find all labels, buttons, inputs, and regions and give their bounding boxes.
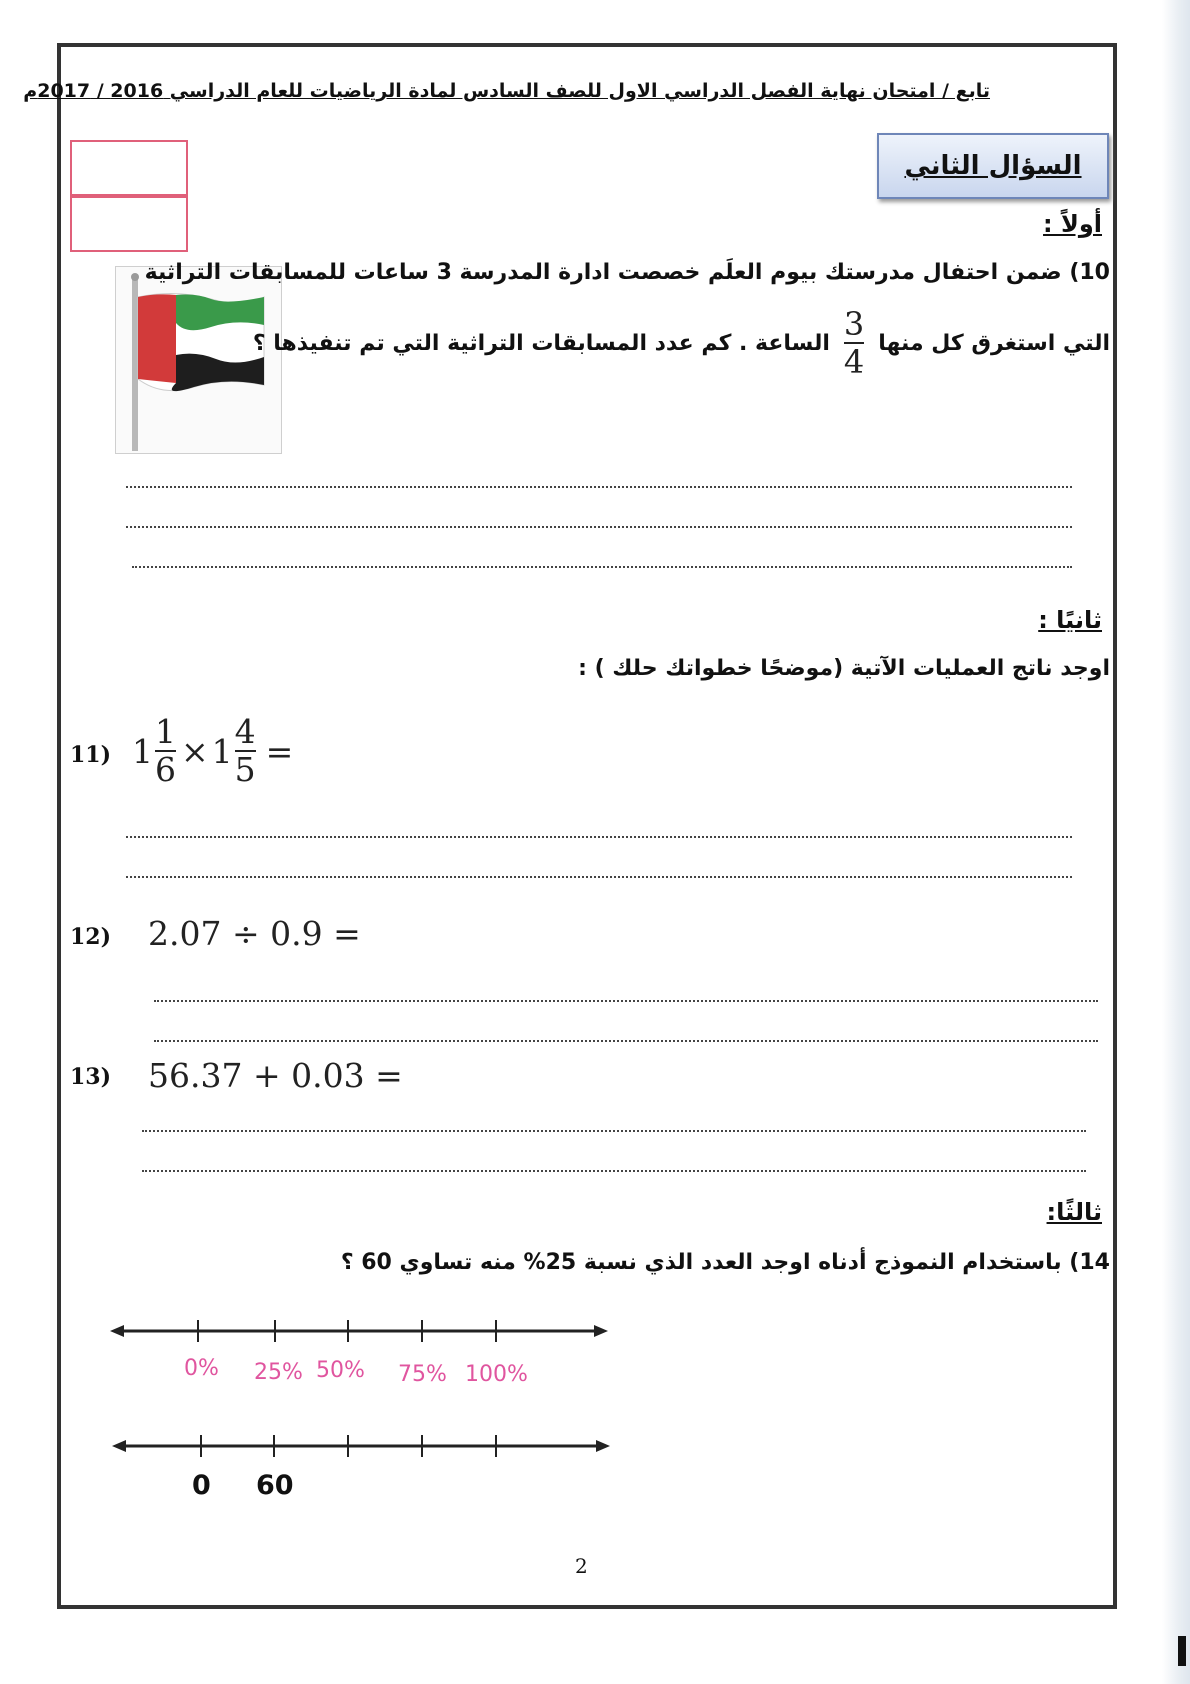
grade-box-bottom [70,194,188,252]
q12-number: 12) [70,924,112,950]
percent-label: 100% [465,1362,528,1387]
percent-label: 25% [254,1360,303,1385]
grade-box-top [70,140,188,198]
q11-expression [132,714,293,788]
percent-label: 50% [316,1358,365,1383]
q11-number: 11) [70,742,112,768]
answer-line-q10-1[interactable] [126,486,1072,488]
scan-edge [1162,0,1190,1684]
q11-den2: 5 [234,750,256,789]
answer-line-q12-2[interactable] [154,1040,1098,1042]
q12-expression: 2.07 ÷ 0.9 = [148,914,361,953]
q11-fraction2 [235,714,256,788]
page-number: 2 [575,1554,588,1578]
value-label: 60 [256,1470,294,1501]
answer-line-q10-2[interactable] [126,526,1072,528]
q11-times: × [181,731,209,771]
q11-whole1: 1 [132,731,153,771]
q13-number: 13) [70,1064,112,1090]
q10-frac-num: 3 [843,305,865,343]
exam-header: تابع / امتحان نهاية الفصل الدراسي الاول للصف السادس لمادة الرياضيات للعام الدراسي 2016 / 2017م [23,80,990,102]
q11-den1: 6 [155,750,176,789]
q11-fraction1 [155,714,176,788]
part2-instruction: اوجد ناتج العمليات الآتية (موضحًا خطواتك حلك ) : [578,656,1110,681]
answer-line-q13-2[interactable] [142,1170,1086,1172]
q11-num1: 1 [155,712,176,751]
left-arrow-icon [110,1325,124,1337]
corner-mark [1178,1636,1186,1666]
answer-line-q11-2[interactable] [126,876,1072,878]
q10-fraction [844,306,864,380]
value-number-line [112,1432,612,1472]
question-title: السؤال الثاني [877,133,1109,199]
q10-line2-suffix: الساعة . كم عدد المسابقات التراثية التي تم تنفيذها ؟ [252,330,830,356]
left-arrow-icon [112,1440,126,1452]
section-third-label: ثالثًا: [1046,1198,1102,1226]
percent-label: 0% [184,1356,219,1381]
answer-line-q11-1[interactable] [126,836,1072,838]
q11-num2: 4 [234,712,256,751]
q10-frac-den: 4 [843,343,865,381]
value-label: 0 [192,1470,211,1501]
q13-expression: 56.37 + 0.03 = [148,1056,403,1095]
right-arrow-icon [596,1440,610,1452]
q14-text: 14) باستخدام النموذج أدناه اوجد العدد الذي نسبة 25% منه تساوي 60 ؟ [340,1250,1110,1275]
q11-equals: = [265,731,294,771]
q10-line2-prefix: التي استغرق كل منها [878,330,1110,356]
answer-line-q12-1[interactable] [154,1000,1098,1002]
right-arrow-icon [594,1325,608,1337]
answer-line-q13-1[interactable] [142,1130,1086,1132]
percent-number-line [110,1318,610,1358]
percent-label: 75% [398,1362,447,1387]
answer-line-q10-3[interactable] [132,566,1072,568]
q10-line1: 10) ضمن احتفال مدرستك بيوم العلَم خصصت ادارة المدرسة 3 ساعات للمسابقات التراثية [144,260,1110,285]
section-first-label: أولاً : [1043,210,1102,238]
q10-line2 [253,306,1110,380]
q11-whole2: 1 [211,731,233,771]
section-second-label: ثانيًا : [1038,606,1102,634]
